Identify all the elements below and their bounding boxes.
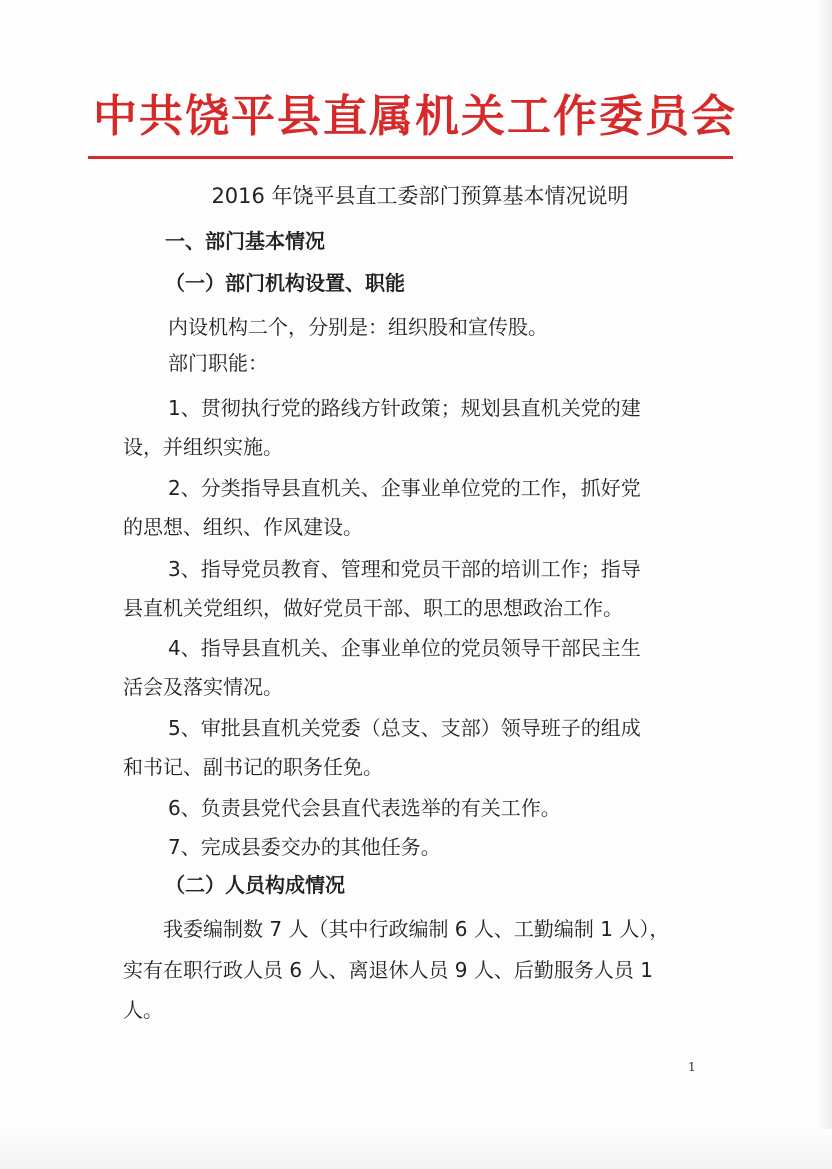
duties-label: 部门职能： — [168, 351, 268, 375]
subsection-2-heading: （二）人员构成情况 — [165, 873, 345, 897]
duty-6: 6、负责县党代会县直代表选举的有关工作。 — [168, 796, 561, 820]
duty-4-line-2: 活会及落实情况。 — [123, 675, 283, 699]
subsection-1-heading: （一）部门机构设置、职能 — [165, 271, 405, 295]
scan-bottom-edge — [0, 1129, 832, 1169]
page-number: 1 — [688, 1060, 696, 1074]
document-title: 2016 年饶平县直工委部门预算基本情况说明 — [211, 184, 629, 208]
duty-1-line-1: 1、贯彻执行党的路线方针政策；规划县直机关党的建 — [168, 396, 641, 420]
section-1-heading: 一、部门基本情况 — [165, 229, 325, 253]
duty-3-line-2: 县直机关党组织，做好党员干部、职工的思想政治工作。 — [123, 596, 623, 620]
duty-2-line-1: 2、分类指导县直机关、企事业单位党的工作，抓好党 — [168, 476, 641, 500]
scan-shadow-edge — [818, 0, 832, 1169]
staff-line-1: 我委编制数 7 人（其中行政编制 6 人、工勤编制 1 人）， — [163, 917, 670, 941]
staff-line-3: 人。 — [123, 998, 163, 1022]
duty-5-line-1: 5、审批县直机关党委（总支、支部）领导班子的组成 — [168, 716, 641, 740]
duty-5-line-2: 和书记、副书记的职务任免。 — [123, 755, 383, 779]
duty-1-line-2: 设，并组织实施。 — [123, 435, 283, 459]
org-structure-text: 内设机构二个，分别是：组织股和宣传股。 — [168, 315, 548, 339]
duty-7: 7、完成县委交办的其他任务。 — [168, 835, 441, 859]
staff-line-2: 实有在职行政人员 6 人、离退休人员 9 人、后勤服务人员 1 — [123, 958, 653, 982]
duty-3-line-1: 3、指导党员教育、管理和党员干部的培训工作；指导 — [168, 557, 641, 581]
duty-2-line-2: 的思想、组织、作风建设。 — [123, 515, 363, 539]
duty-4-line-1: 4、指导县直机关、企事业单位的党员领导干部民主生 — [168, 636, 641, 660]
letterhead: 中共饶平县直属机关工作委员会 — [93, 91, 737, 142]
letterhead-red-rule — [88, 156, 733, 159]
